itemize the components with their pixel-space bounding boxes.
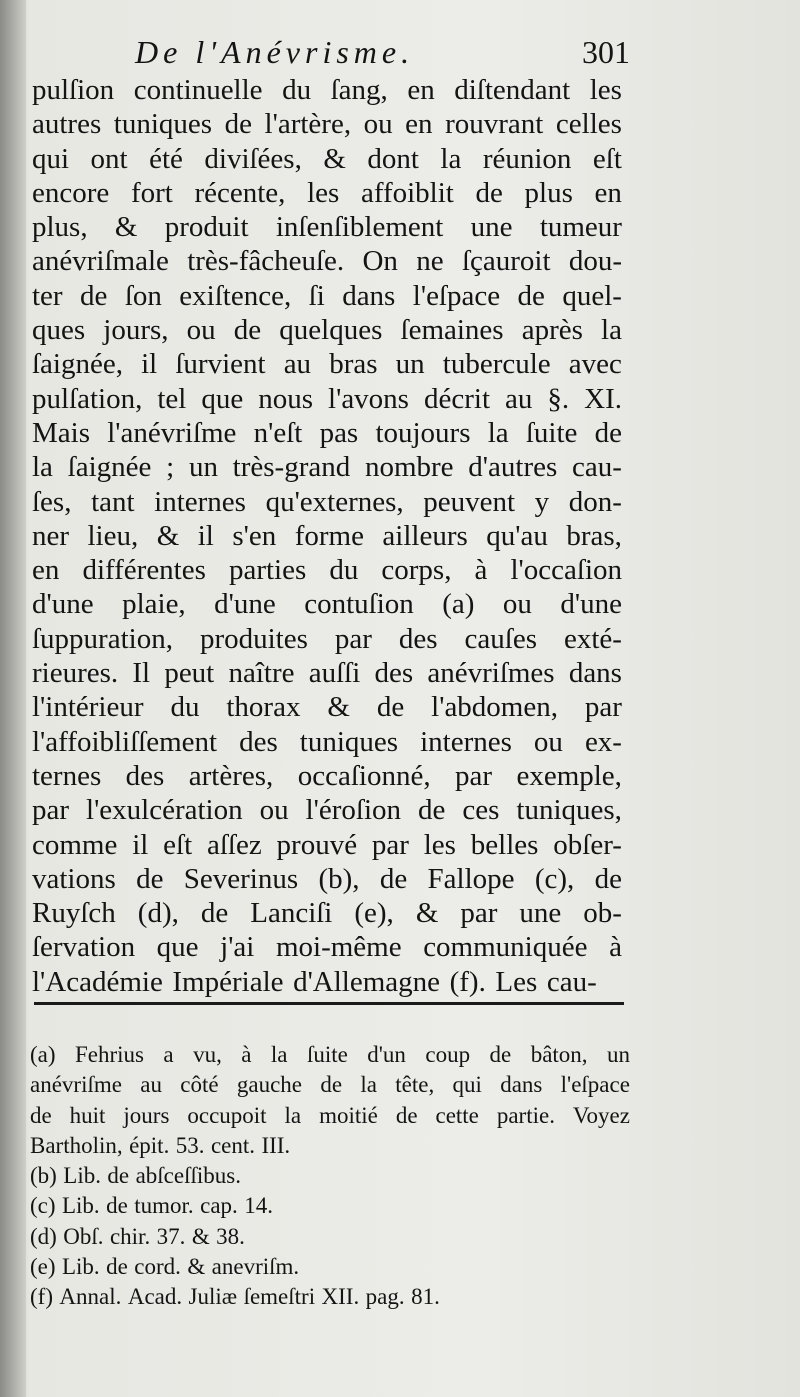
text-line: ter de ſon exiſtence, ſi dans l'eſpace de quel- <box>32 279 622 312</box>
footnote-line: (d) Obſ. chir. 37. & 38. <box>30 1223 245 1249</box>
text-line: Mais l'anévriſme n'eſt pas toujours la ſuite de <box>32 416 622 449</box>
text-line: qui ont été diviſées, & dont la réunion eſt <box>32 142 622 175</box>
footnote-line: (c) Lib. de tumor. cap. 14. <box>30 1193 273 1219</box>
text-line: ſaignée, il ſurvient au bras un tubercule avec <box>32 348 622 381</box>
text-line: rieures. Il peut naître auſſi des anévriſmes dans <box>32 657 622 690</box>
text-line: pulſation, tel que nous l'avons décrit au §. XI. <box>32 382 622 415</box>
footnote-line: (a) Fehrius a vu, à la ſuite d'un coup de bâton, un <box>30 1042 630 1067</box>
text-line: l'affoibliſſement des tuniques internes ou ex- <box>32 725 622 758</box>
text-line: encore fort récente, les affoiblit de plus en <box>32 176 622 209</box>
footnotes <box>30 1040 630 1313</box>
text-line: l'Académie Impériale d'Allemagne (f). Les cau- <box>32 965 597 998</box>
text-line: anévriſmale très-fâcheuſe. On ne ſçauroit dou- <box>32 245 622 278</box>
binding-shadow <box>0 0 26 1397</box>
body-text <box>32 73 622 999</box>
footnote-line: anévriſme au côté gauche de la tête, qui dans l'eſpace <box>30 1072 630 1098</box>
text-line: ques jours, ou de quelques ſemaines après la <box>32 314 622 347</box>
text-line: autres tuniques de l'artère, ou en rouvrant celles <box>32 108 622 141</box>
page-number: 301 <box>582 34 630 70</box>
text-line: ſuppuration, produites par des cauſes exté- <box>32 622 622 655</box>
text-line: l'intérieur du thorax & de l'abdomen, par <box>32 691 622 724</box>
text-line: ner lieu, & il s'en forme ailleurs qu'au bras, <box>32 519 622 552</box>
running-title: De l'Anévrisme. <box>135 34 415 70</box>
text-line: en différentes parties du corps, à l'occaſion <box>32 554 622 587</box>
text-line: ſes, tant internes qu'externes, peuvent y don- <box>32 485 622 518</box>
footnote-line: de huit jours occupoit la moitié de cette partie. Voyez <box>30 1102 630 1128</box>
footnote-line: (f) Annal. Acad. Juliæ ſemeſtri XII. pag. 81. <box>30 1284 440 1310</box>
text-line: par l'exulcération ou l'éroſion de ces tuniques, <box>32 794 622 827</box>
text-line: ſervation que j'ai moi-même communiquée à <box>32 931 622 964</box>
footnote-line: Bartholin, épit. 53. cent. III. <box>30 1132 291 1158</box>
text-line: d'une plaie, d'une contuſion (a) ou d'une <box>32 588 622 621</box>
text-line: ternes des artères, occaſionné, par exemple, <box>32 759 622 792</box>
footnote-line: (b) Lib. de abſceſſibus. <box>30 1163 241 1189</box>
text-line: vations de Severinus (b), de Fallope (c), de <box>32 862 622 895</box>
footnote-rule <box>34 1002 624 1005</box>
text-line: comme il eſt aſſez prouvé par les belles obſer- <box>32 828 622 861</box>
text-line: la ſaignée ; un très-grand nombre d'autres cau- <box>32 451 622 484</box>
text-line: Ruyſch (d), de Lanciſi (e), & par une ob- <box>32 897 622 930</box>
text-line: plus, & produit inſenſiblement une tumeur <box>32 211 622 244</box>
footnote-line: (e) Lib. de cord. & anevriſm. <box>30 1254 300 1280</box>
text-line: pulſion continuelle du ſang, en diſtendant les <box>32 74 622 106</box>
